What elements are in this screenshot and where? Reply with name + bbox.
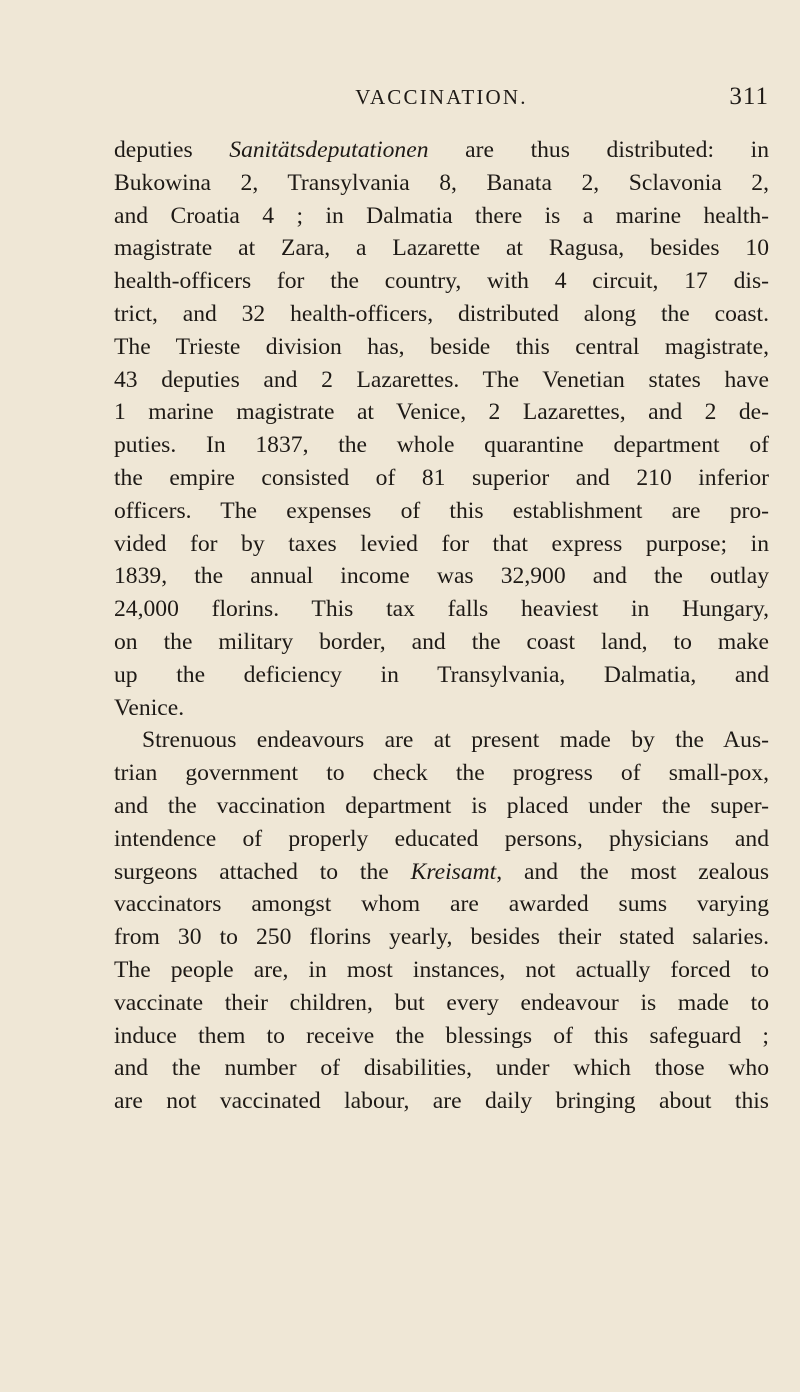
- text-line: [114, 692, 769, 725]
- text-line: [114, 888, 769, 921]
- text-segment: , and the most zealous: [496, 858, 769, 885]
- text-segment: trict, and 32 health-officers, distributed along the coast.: [114, 300, 769, 327]
- text-segment: intendence of properly educated persons, physicians and: [114, 825, 769, 852]
- text-segment: 43 deputies and 2 Lazarettes. The Venetian states have: [114, 366, 769, 393]
- text-segment: the empire consisted of 81 superior and 210 inferior: [114, 464, 769, 491]
- text-segment: 24,000 florins. This tax falls heaviest in Hungary,: [114, 596, 769, 623]
- text-segment: vaccinate their children, but every endeavour is made to: [114, 989, 769, 1016]
- text-segment: The people are, in most instances, not actually forced to: [114, 956, 769, 983]
- text-line: [114, 954, 769, 987]
- text-segment: vaccinators amongst whom are awarded sums varying: [114, 891, 769, 918]
- text-line: [114, 560, 769, 593]
- text-segment: and the vaccination department is placed under the super-: [114, 792, 769, 819]
- text-line: [114, 856, 769, 889]
- text-line: [114, 298, 769, 331]
- text-segment: The Trieste division has, beside this central magistrate,: [114, 333, 769, 360]
- text-line: [114, 1085, 769, 1118]
- text-segment: are thus distributed: in: [428, 137, 769, 163]
- text-line: [114, 134, 769, 167]
- text-line: [114, 462, 769, 495]
- text-segment: 1839, the annual income was 32,900 and the outlay: [114, 563, 769, 590]
- text-segment: from 30 to 250 florins yearly, besides their stated salaries.: [114, 924, 769, 951]
- text-line: [114, 757, 769, 790]
- text-segment: 1 marine magistrate at Venice, 2 Lazarettes, and 2 de-: [114, 399, 769, 426]
- text-segment: up the deficiency in Transylvania, Dalmatia, and: [114, 661, 769, 688]
- text-segment: officers. The expenses of this establishment are pro-: [114, 497, 769, 524]
- page-number: 311: [729, 83, 769, 110]
- text-segment: deputies: [114, 137, 230, 163]
- text-line: [114, 167, 769, 200]
- text-segment: and Croatia 4 ; in Dalmatia there is a marine health-: [114, 202, 769, 229]
- text-line: [114, 1052, 769, 1085]
- text-segment: health-officers for the country, with 4 circuit, 17 dis-: [114, 268, 769, 295]
- text-segment: Strenuous endeavours are at present made by the Aus-: [142, 727, 769, 754]
- text-line: [114, 921, 769, 954]
- text-line: [114, 659, 769, 692]
- italic-term: Sanitätsdeputationen: [229, 137, 429, 163]
- text-segment: and the number of disabilities, under which those who: [114, 1055, 769, 1082]
- text-line: [114, 593, 769, 626]
- text-line: [114, 429, 769, 462]
- text-segment: on the military border, and the coast land, to make: [114, 628, 769, 655]
- text-line: [114, 364, 769, 397]
- text-segment: surgeons attached to the: [114, 858, 411, 885]
- text-segment: are not vaccinated labour, are daily bringing about this: [114, 1088, 769, 1115]
- text-segment: vided for by taxes levied for that express purpose; in: [114, 530, 769, 557]
- running-header: [114, 80, 769, 114]
- text-line: [114, 331, 769, 364]
- italic-term: Kreisamt: [410, 858, 497, 885]
- text-line: [114, 1020, 769, 1053]
- text-line: [114, 232, 769, 265]
- text-segment: puties. In 1837, the whole quarantine department of: [114, 432, 769, 459]
- text-segment: trian government to check the progress of small-pox,: [114, 760, 769, 787]
- text-line: [114, 790, 769, 823]
- text-line: [114, 265, 769, 298]
- text-line: [114, 626, 769, 659]
- text-line: [114, 200, 769, 233]
- text-line: [114, 823, 769, 856]
- text-segment: Bukowina 2, Transylvania 8, Banata 2, Sclavonia 2,: [114, 169, 769, 196]
- text-segment: induce them to receive the blessings of this safeguard ;: [114, 1022, 769, 1049]
- text-line: [114, 987, 769, 1020]
- running-title: VACCINATION.: [355, 85, 528, 109]
- text-line: [114, 396, 769, 429]
- text-line: [114, 495, 769, 528]
- body-text: [114, 134, 769, 1118]
- text-segment: magistrate at Zara, a Lazarette at Ragusa, besides 10: [114, 235, 769, 262]
- text-line: [114, 724, 769, 757]
- text-line: [114, 528, 769, 561]
- text-segment: Venice.: [114, 694, 185, 721]
